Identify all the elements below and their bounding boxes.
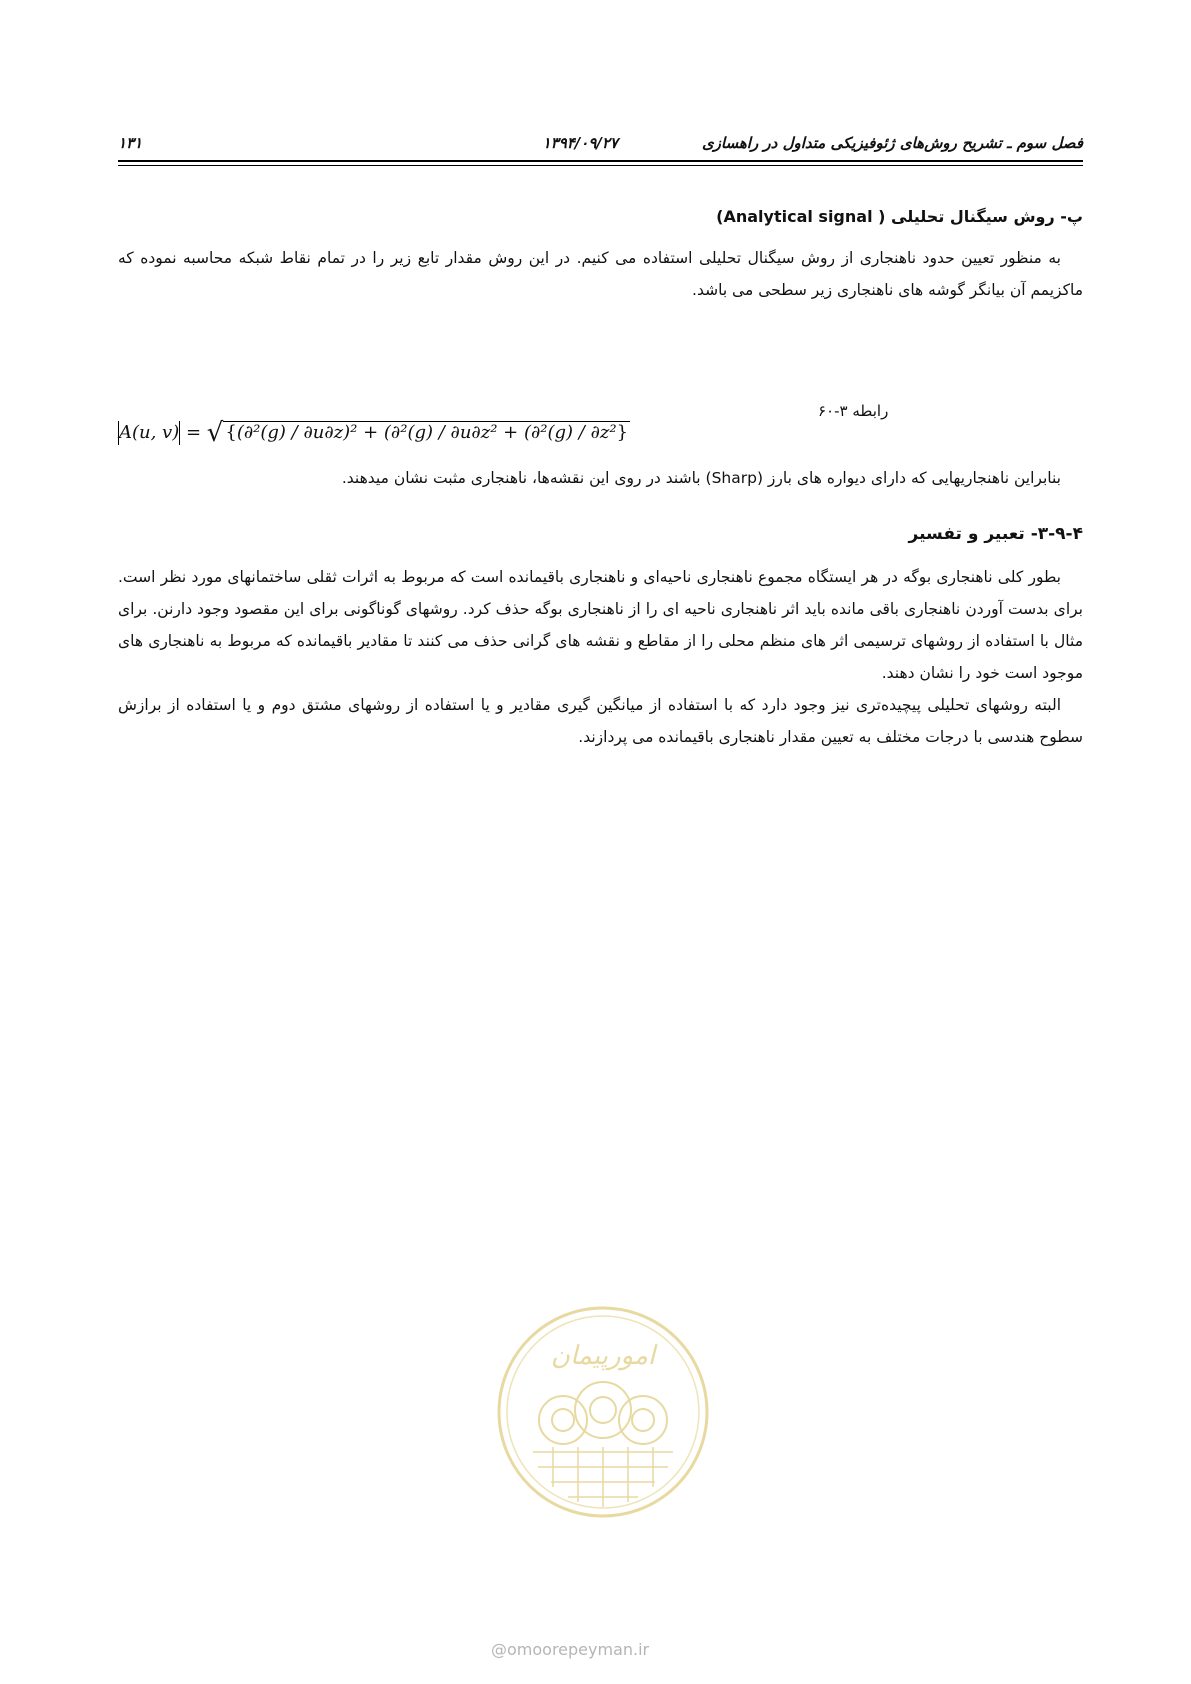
- section-analytical-signal-body: [118, 242, 1083, 306]
- paragraph: البته روشهای تحلیلی پیچیده‌تری نیز وجود دارد که با استفاده از میانگین گیری مقادیر و یا استفاده از روشهای مشتق دوم و یا استفاده از برازش سطوح هندسی با درجات مختلف به تعیین مقدار ناهنجاری باقیمانده می پردازند.: [118, 696, 1083, 746]
- equation-rhs: (∂²(g) / ∂u∂z)² + (∂²(g) / ∂u∂z² + (∂²(g) / ∂z²: [236, 422, 617, 443]
- equation-lhs: A(u, v): [119, 422, 180, 443]
- page-number: ۱۳۱: [118, 134, 143, 152]
- sqrt-symbol: √: [206, 418, 224, 448]
- equation-label: رابطه ۳-۶۰: [818, 402, 889, 420]
- section-interpretation-body: [118, 561, 1083, 753]
- website-watermark: @omoorepeyman.ir: [491, 1640, 650, 1659]
- paragraph: به منظور تعیین حدود ناهنجاری از روش سیگنال تحلیلی استفاده می کنیم. در این روش مقدار تابع زیر را در تمام نقاط شبکه محاسبه نموده که ماکزیمم آن بیانگر گوشه های ناهنجاری زیر سطحی می باشد.: [118, 249, 1083, 299]
- chapter-title: فصل سوم ـ تشریح روش‌های ژئوفیزیکی متداول در راهسازی: [701, 134, 1083, 152]
- after-equation: [118, 462, 1083, 494]
- section-heading: ۳-۹-۴- تعبیر و تفسیر: [908, 524, 1083, 544]
- stamp-logo-text: امورپیمان: [550, 1341, 656, 1371]
- paragraph: بنابراین ناهنجاریهایی که دارای دیواره های بارز (Sharp) باشند در روی این نقشه‌ها، ناهنجاری مثبت نشان میدهند.: [341, 469, 1061, 487]
- header-rule-thick: [118, 160, 1083, 162]
- header-rule-thin: [118, 165, 1083, 166]
- header-date: ۱۳۹۴/۰۹/۲۷: [542, 134, 618, 152]
- page-header: [118, 130, 1083, 160]
- section-heading: پ- روش سیگنال تحلیلی ( Analytical signal): [716, 207, 1083, 226]
- equation-60: A(u, v) = √ {(∂²(g) / ∂u∂z)² + (∂²(g) / ∂u∂z² + (∂²(g) / ∂z²}: [119, 418, 629, 448]
- equation-radicand: {(∂²(g) / ∂u∂z)² + (∂²(g) / ∂u∂z² + (∂²(g) / ∂z²}: [225, 422, 629, 443]
- section-analytical-signal: [118, 207, 1083, 226]
- abs-bar-right: [179, 421, 180, 445]
- paragraph: بطور کلی ناهنجاری بوگه در هر ایستگاه مجموع ناهنجاری ناحیه‌ای و ناهنجاری باقیمانده است که مربوط به اثرات ثقلی ساختمانهای مورد نظر است. برای بدست آوردن ناهنجاری باقی مانده باید اثر ناهنجاری ناحیه ای را از ناهنجاری بوگه حذف کرد. روشهای گوناگونی برای این مقصود وجود دارنن. برای مثال با استفاده از روشهای ترسیمی اثر های منظم محلی را از مقاطع و نقشه های گرانی حذف می کنند تا مقادیر باقیمانده که مربوط به ناهنجاری های موجود است خود را نشان دهند.: [118, 568, 1083, 682]
- section-interpretation: [118, 524, 1083, 544]
- watermark-stamp-icon: [493, 1302, 713, 1522]
